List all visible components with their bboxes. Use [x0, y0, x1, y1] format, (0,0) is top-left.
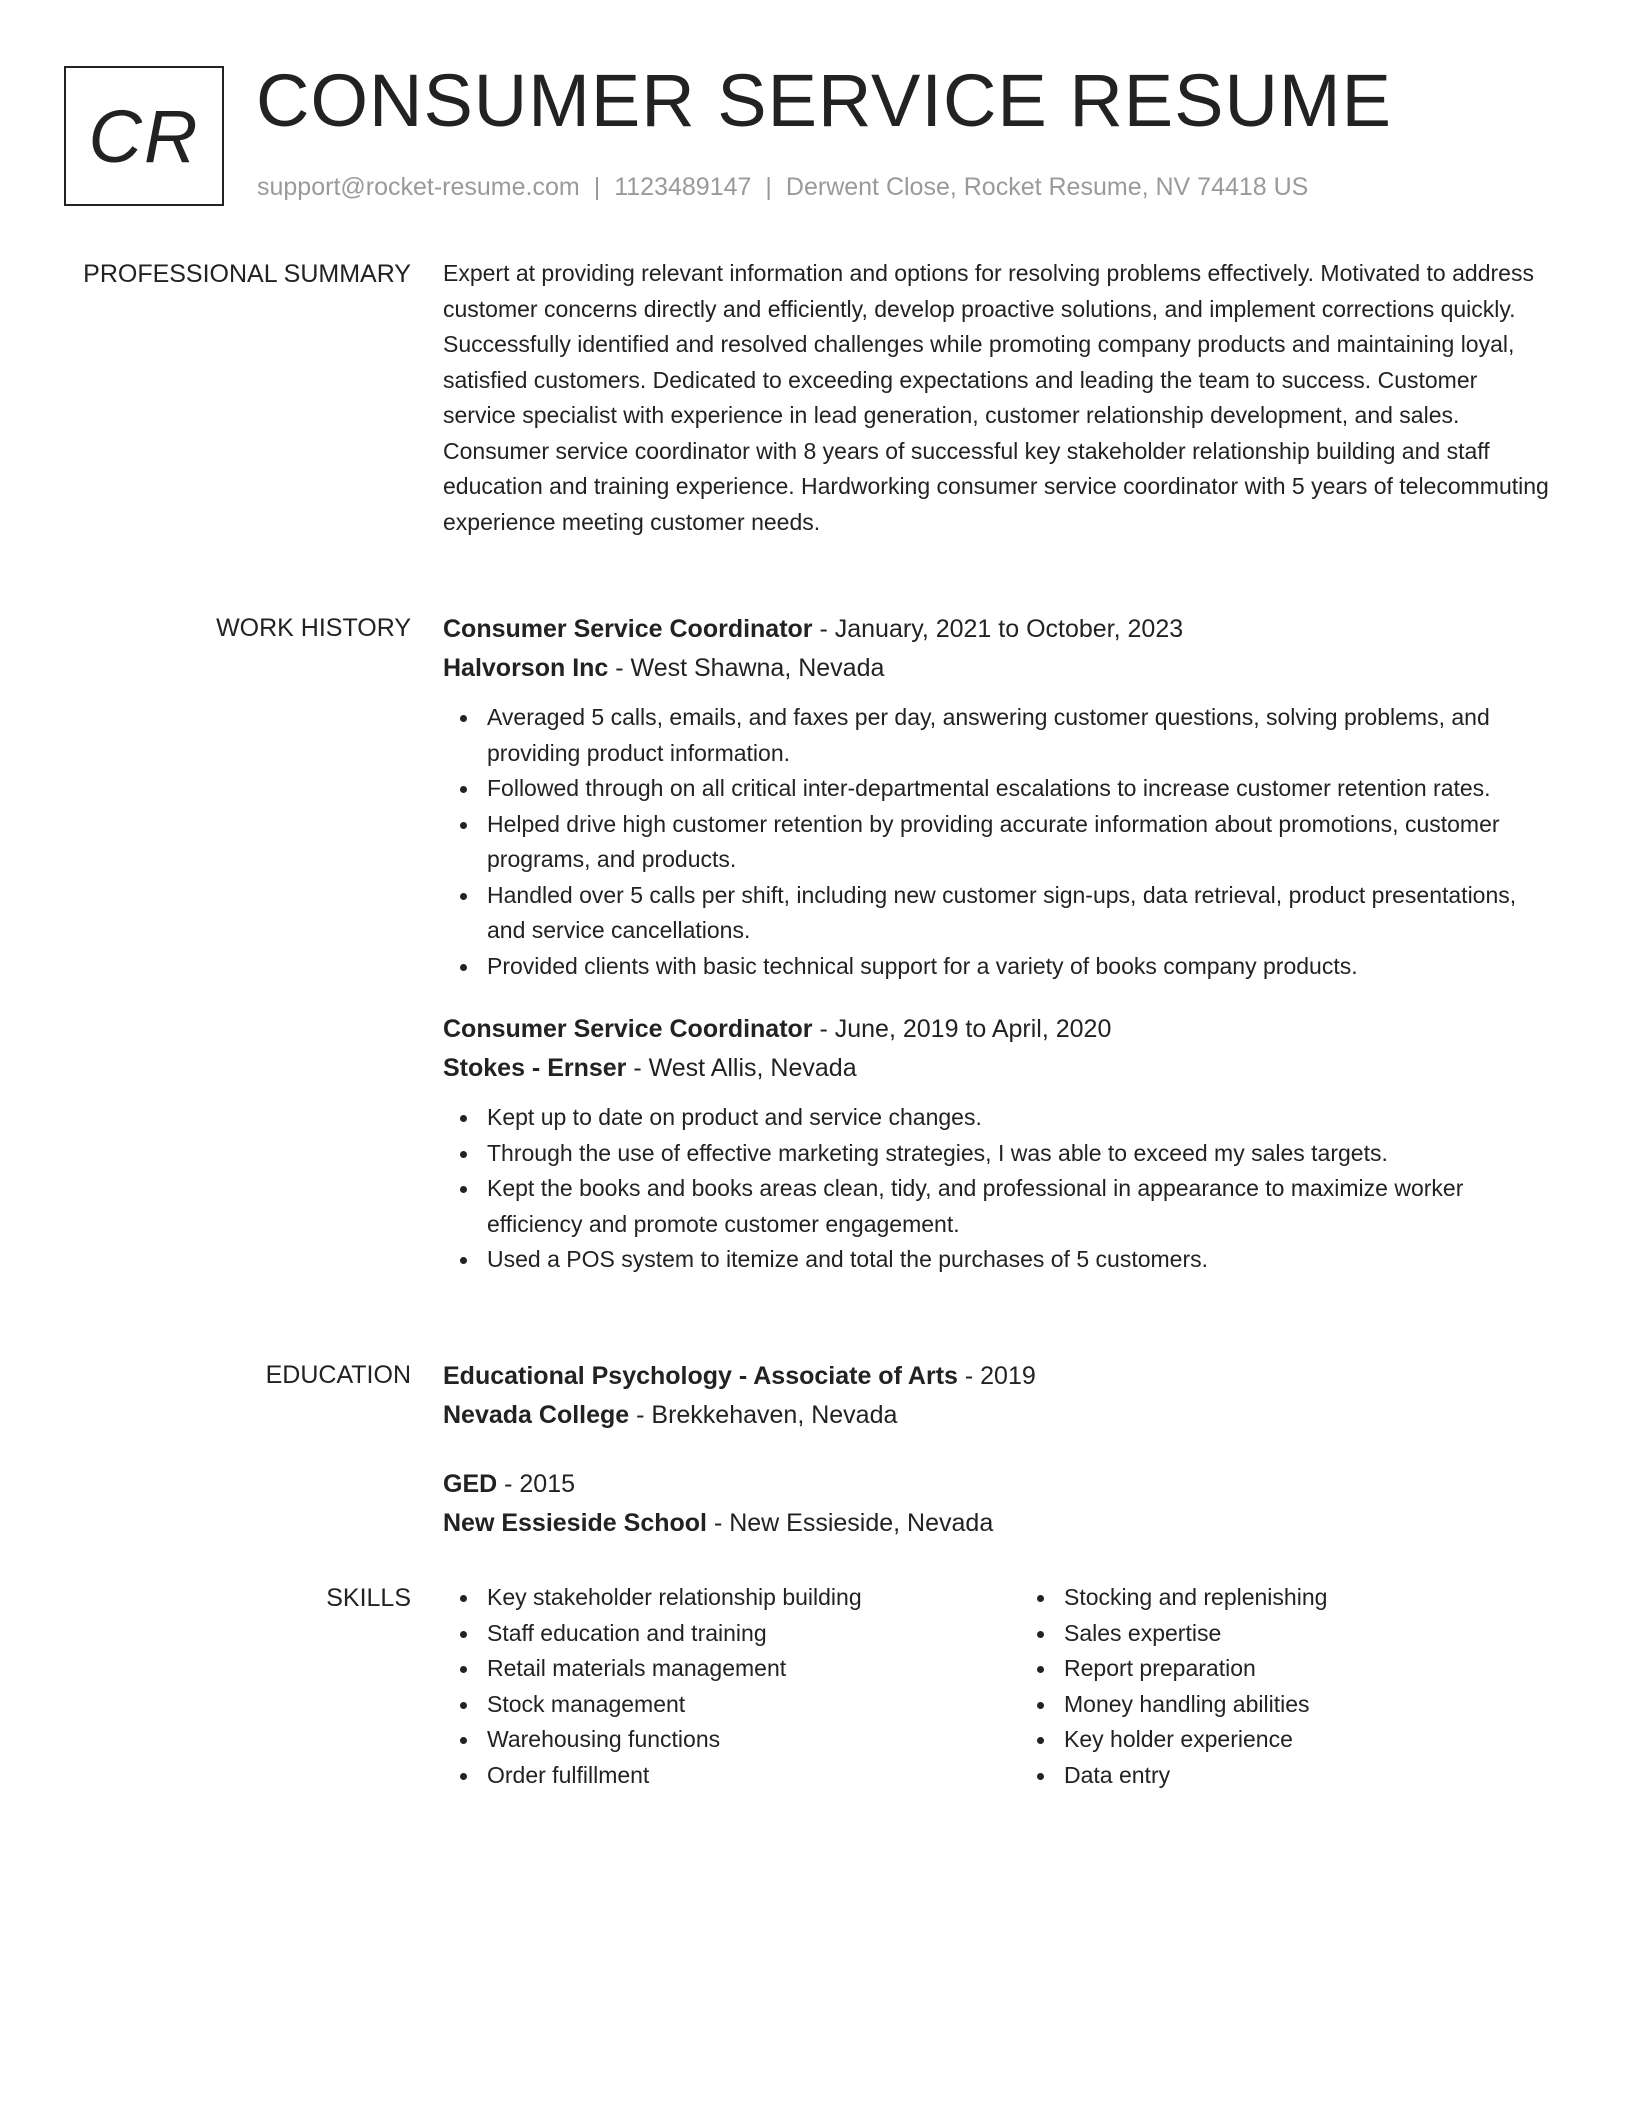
resume-title: CONSUMER SERVICE RESUME	[256, 59, 1392, 142]
job-company-line	[443, 1049, 1553, 1088]
education-school: Nevada College	[443, 1401, 630, 1429]
monogram-text: CR	[88, 94, 200, 178]
skill-item: Data entry	[1064, 1758, 1553, 1794]
education-location: - Brekkehaven, Nevada	[629, 1401, 898, 1429]
job-bullet: Through the use of effective marketing strategies, I was able to exceed my sales targets.	[487, 1136, 1553, 1172]
contact-separator: |	[593, 173, 601, 201]
job-bullets	[443, 1100, 1553, 1278]
skill-item: Stock management	[487, 1687, 976, 1723]
education-school-line	[443, 1504, 1553, 1543]
education-body	[443, 1357, 1553, 1569]
contact-address: Derwent Close, Rocket Resume, NV 74418 US	[785, 173, 1309, 201]
job-entry	[443, 610, 1553, 984]
job-location: - West Allis, Nevada	[626, 1054, 857, 1082]
skill-item: Money handling abilities	[1064, 1687, 1553, 1723]
skill-item: Staff education and training	[487, 1616, 976, 1652]
job-title: Consumer Service Coordinator	[443, 1015, 813, 1043]
education-year: - 2019	[957, 1362, 1036, 1390]
education-entry	[443, 1465, 1553, 1543]
summary-text: Expert at providing relevant information and options for resolving problems effectively. Motivated to address customer concerns directly and efficiently, develop proactive solutions, and implement corrections quickly. Successfully identified and resolved challenges while promoting company products and maintaining loyal, satisfied customers. Dedicated to exceeding expectations and leading the team to success. Customer service specialist with experience in lead generation, customer relationship development, and sales. Consumer service coordinator with 8 years of successful key stakeholder relationship building and staff education and training experience. Hardworking consumer service coordinator with 5 years of telecommuting experience meeting customer needs.	[443, 260, 1549, 535]
monogram-badge	[64, 66, 224, 206]
skill-item: Key holder experience	[1064, 1722, 1553, 1758]
job-bullet: Handled over 5 calls per shift, including new customer sign-ups, data retrieval, product presentations, and service cancellations.	[487, 878, 1553, 949]
education-school: New Essieside School	[443, 1509, 707, 1537]
skill-item: Stocking and replenishing	[1064, 1580, 1553, 1616]
job-dates: - June, 2019 to April, 2020	[812, 1015, 1112, 1043]
skill-item: Retail materials management	[487, 1651, 976, 1687]
skill-item: Warehousing functions	[487, 1722, 976, 1758]
contact-email: support@rocket-resume.com	[257, 173, 580, 201]
education-degree: Educational Psychology - Associate of Arts	[443, 1362, 958, 1390]
skills-list-right	[1020, 1580, 1553, 1793]
section-label-work-history: WORK HISTORY	[216, 614, 411, 642]
education-location: - New Essieside, Nevada	[707, 1509, 994, 1537]
job-title-line	[443, 1010, 1553, 1049]
job-bullet: Helped drive high customer retention by providing accurate information about promotions, customer programs, and products.	[487, 807, 1553, 878]
job-bullets	[443, 700, 1553, 984]
education-degree-line	[443, 1357, 1553, 1396]
job-company-line	[443, 649, 1553, 688]
job-location: - West Shawna, Nevada	[608, 654, 885, 682]
job-bullet: Averaged 5 calls, emails, and faxes per day, answering customer questions, solving problems, and providing product information.	[487, 700, 1553, 771]
job-company: Halvorson Inc	[443, 654, 609, 682]
job-bullet: Provided clients with basic technical support for a variety of books company products.	[487, 949, 1553, 985]
job-entry	[443, 1010, 1553, 1278]
section-label-skills: SKILLS	[326, 1584, 411, 1612]
skill-item: Sales expertise	[1064, 1616, 1553, 1652]
contact-separator: |	[765, 173, 772, 201]
summary-body	[443, 256, 1553, 540]
education-degree: GED	[443, 1470, 498, 1498]
section-label-summary: PROFESSIONAL SUMMARY	[83, 260, 411, 288]
job-bullet: Kept up to date on product and service changes.	[487, 1100, 1553, 1136]
skill-item: Key stakeholder relationship building	[487, 1580, 976, 1616]
skills-list-left	[443, 1580, 976, 1793]
job-title-line	[443, 610, 1553, 649]
contact-phone: 1123489147	[614, 173, 752, 201]
job-title: Consumer Service Coordinator	[443, 615, 813, 643]
education-entry	[443, 1357, 1553, 1435]
skills-columns	[443, 1580, 1553, 1793]
section-label-education: EDUCATION	[265, 1361, 411, 1389]
job-bullet: Used a POS system to itemize and total the purchases of 5 customers.	[487, 1242, 1553, 1278]
skill-item: Report preparation	[1064, 1651, 1553, 1687]
contact-line	[257, 173, 1308, 202]
education-year: - 2015	[497, 1470, 576, 1498]
skills-body	[443, 1580, 1553, 1793]
job-bullet: Followed through on all critical inter-departmental escalations to increase customer retention rates.	[487, 771, 1553, 807]
work-history-body	[443, 610, 1553, 1304]
skill-item: Order fulfillment	[487, 1758, 976, 1794]
job-dates: - January, 2021 to October, 2023	[812, 615, 1184, 643]
job-company: Stokes - Ernser	[443, 1054, 627, 1082]
job-bullet: Kept the books and books areas clean, tidy, and professional in appearance to maximize worker efficiency and promote customer engagement.	[487, 1171, 1553, 1242]
education-school-line	[443, 1396, 1553, 1435]
education-degree-line	[443, 1465, 1553, 1504]
